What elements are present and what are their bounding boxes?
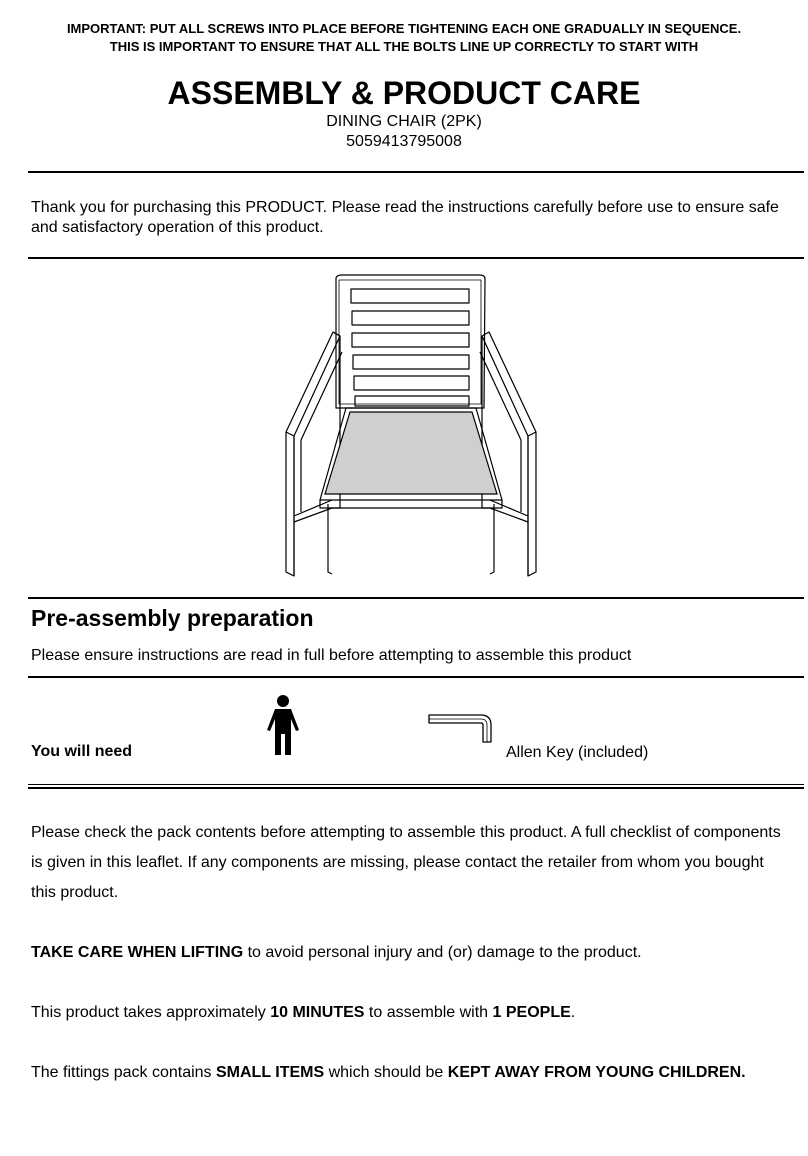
product-barcode: 5059413795008 <box>346 133 462 150</box>
lifting-paragraph <box>31 938 791 968</box>
important-warning-line-1: IMPORTANT: PUT ALL SCREWS INTO PLACE BEFORE TIGHTENING EACH ONE GRADUALLY IN SEQUENCE. <box>66 21 742 36</box>
small-items: SMALL ITEMS <box>215 1064 325 1081</box>
time-middle: to assemble with <box>364 1004 493 1021</box>
time-suffix: . <box>570 1004 576 1021</box>
section-heading-preparation: Pre-assembly preparation <box>31 605 314 631</box>
product-name: DINING CHAIR (2PK) <box>326 113 482 130</box>
check-pack-paragraph: Please check the pack contents before attempting to assemble this product. A full checklist of components is given in this leaflet. If any components are missing, please contact the retailer from whom you bought this product. <box>31 824 781 901</box>
preparation-note: Please ensure instructions are read in full before attempting to assemble this product <box>31 647 632 664</box>
you-will-need-label: You will need <box>31 743 133 760</box>
divider <box>28 784 804 785</box>
fittings-prefix: The fittings pack contains <box>31 1064 216 1081</box>
dining-chair-illustration <box>280 272 542 584</box>
keep-away-warning: KEPT AWAY FROM YOUNG CHILDREN. <box>447 1064 746 1081</box>
assembly-time: 10 MINUTES <box>270 1004 365 1021</box>
people-count: 1 PEOPLE <box>492 1004 571 1021</box>
divider <box>28 597 804 599</box>
lifting-text: to avoid personal injury and (or) damage to the product. <box>243 944 642 961</box>
divider <box>28 787 804 789</box>
intro-text: Thank you for purchasing this PRODUCT. Please read the instructions carefully before use to ensure safe and satisfactory operation of this product. <box>31 199 779 236</box>
fittings-paragraph <box>31 1058 751 1088</box>
allen-key-label: Allen Key (included) <box>506 744 649 761</box>
person-icon <box>265 694 301 756</box>
divider <box>28 171 804 173</box>
assembly-time-paragraph <box>31 998 791 1028</box>
lifting-warning: TAKE CARE WHEN LIFTING <box>31 944 244 961</box>
fittings-middle: which should be <box>324 1064 448 1081</box>
divider <box>28 257 804 259</box>
page-title: ASSEMBLY & PRODUCT CARE <box>167 75 641 111</box>
allen-key-icon <box>427 712 495 744</box>
important-warning-line-2: THIS IS IMPORTANT TO ENSURE THAT ALL THE BOLTS LINE UP CORRECTLY TO START WITH <box>109 39 699 54</box>
time-prefix: This product takes approximately <box>31 1004 271 1021</box>
divider <box>28 676 804 678</box>
